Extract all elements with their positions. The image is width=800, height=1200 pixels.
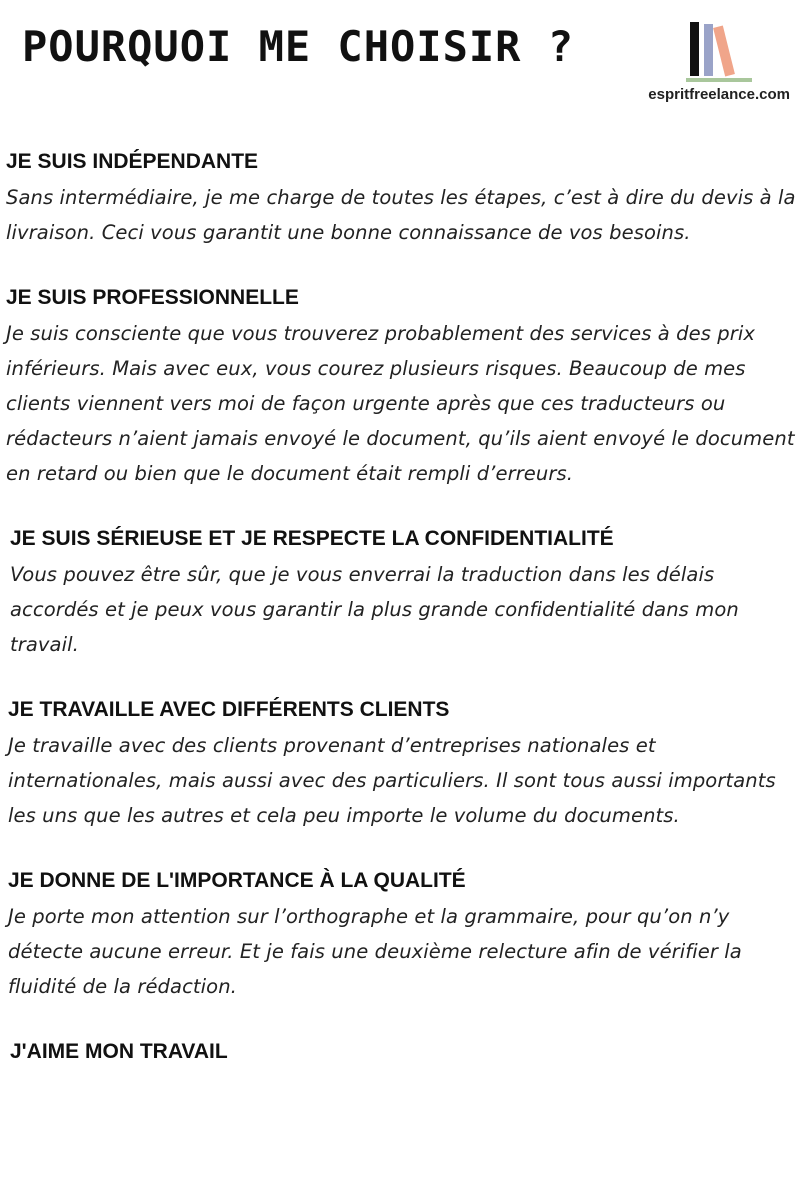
book-salmon [713, 26, 735, 77]
section-body: Sans intermédiaire, je me charge de toutes les étapes, c’est à dire du devis à la livraison. Ceci vous garantit une bonne connaissance de vos besoins. [6, 186, 796, 244]
section-title: JE SUIS SÉRIEUSE ET JE RESPECTE LA CONFIDENTIALITÉ [10, 527, 614, 550]
section-qualite [6, 867, 796, 1004]
book-blue [704, 24, 713, 76]
section-body: Vous pouvez être sûr, que je vous enverrai la traduction dans les délais accordés et je peux vous garantir la plus grande confidentialité dans mon travail. [10, 563, 739, 656]
section-professionnelle [6, 284, 796, 491]
section-serieuse [6, 525, 796, 662]
page-title: POURQUOI ME CHOISIR ? [22, 22, 575, 71]
section-title: J'AIME MON TRAVAIL [10, 1040, 228, 1063]
section-clients [6, 696, 796, 833]
section-body: Je porte mon attention sur l’orthographe et la grammaire, pour qu’on n’y détecte aucune erreur. Et je fais une deuxième relecture afin de vérifier la fluidité de la rédaction. [8, 905, 742, 998]
section-title: JE SUIS PROFESSIONNELLE [6, 286, 299, 309]
section-body: Je travaille avec des clients provenant d’entreprises nationales et internationales, mais aussi avec des particuliers. Il sont tous aussi importants les uns que les autres et cela peu importe le volume du documents. [8, 734, 776, 827]
books-logo-icon [686, 18, 752, 84]
section-body: Je suis consciente que vous trouverez probablement des services à des prix inférieurs. Mais avec eux, vous courez plusieurs risques. Beaucoup de mes clients viennent vers moi de façon urgente après que ces traducteurs ou rédacteurs n’aient jamais envoyé le document, qu’ils aient envoyé le document en retard ou bien que le document était rempli d’erreurs. [6, 322, 795, 485]
section-title: JE TRAVAILLE AVEC DIFFÉRENTS CLIENTS [8, 698, 450, 721]
section-title: JE DONNE DE L'IMPORTANCE À LA QUALITÉ [8, 869, 466, 892]
section-independante [6, 148, 796, 250]
main-content [6, 148, 796, 1100]
book-black [690, 22, 699, 76]
shelf-line [686, 78, 752, 82]
site-name: espritfreelance.com [648, 86, 790, 103]
section-aime-travail [6, 1038, 796, 1066]
section-title: JE SUIS INDÉPENDANTE [6, 150, 259, 173]
page-header [0, 0, 800, 110]
